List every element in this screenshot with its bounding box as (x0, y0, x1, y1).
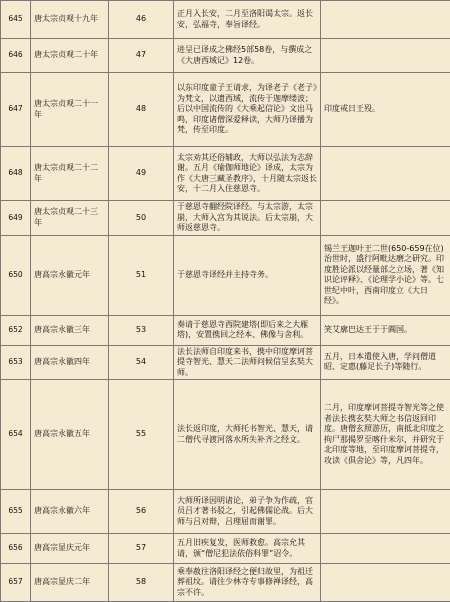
events-cell: 大师所译因明诸论，弟子争为作疏，官员吕才著书驳之，引起佛儒论战。后大师与吕对辩，吕理屈而谢罪。 (174, 490, 321, 534)
table-row (1, 235, 450, 315)
year-cell: 648 (1, 147, 31, 201)
table-row (1, 564, 450, 602)
india-events-cell: 笑艾廓巴达王于于阗国。 (321, 315, 450, 345)
india-events-cell: 印度戒日王殁。 (321, 73, 450, 147)
india-events-cell (321, 201, 450, 236)
year-cell: 645 (1, 1, 31, 39)
age-cell: 50 (109, 201, 174, 236)
reign-cell: 唐太宗贞观二十三年 (31, 201, 109, 236)
year-cell: 646 (1, 39, 31, 73)
reign-cell: 唐高宗永徽四年 (31, 345, 109, 380)
year-cell: 656 (1, 534, 31, 564)
events-cell: 奏请于慈恩寺西院建塔(即后来之大雁塔)，安置携回之经本、佛像与舍利。 (174, 315, 321, 345)
events-cell: 进呈已译成之佛经5部58卷，与撰成之《大唐西域记》12卷。 (174, 39, 321, 73)
age-cell: 51 (109, 235, 174, 315)
india-events-cell (321, 534, 450, 564)
table-row (1, 380, 450, 490)
year-cell: 647 (1, 73, 31, 147)
year-cell: 654 (1, 380, 31, 490)
year-cell: 657 (1, 564, 31, 602)
india-events-cell (321, 39, 450, 73)
age-cell: 53 (109, 315, 174, 345)
india-events-cell (321, 490, 450, 534)
india-events-cell (321, 1, 450, 39)
year-cell: 649 (1, 201, 31, 236)
table-row (1, 490, 450, 534)
india-events-cell: 锡兰王迦叶王二世(650-659在位)治世时，盛行阿毗达磨之研究。印度胜论派以经量部之立场，著《知识论评释》、《论理学小论》等。七世纪中叶，西南印度立《大日经》。 (321, 235, 450, 315)
india-events-cell: 二月，印度摩诃菩提寺智光等之使者法长携玄奘大师之书信返回印度。唐僧玄照游历，南抵北印度之拘尸那揭罗至喀什米尔，并研究于北印度等地，至印度摩诃菩提寺，攻读《俱舍论》等，凡四年。 (321, 380, 450, 490)
reign-cell: 唐高宗永徽五年 (31, 380, 109, 490)
india-events-cell: 五月，日本遣使入唐，学问僧道昭、定惠(藤足长子)等随行。 (321, 345, 450, 380)
table-row (1, 315, 450, 345)
reign-cell: 唐太宗贞观十九年 (31, 1, 109, 39)
reign-cell: 唐太宗贞观二十一年 (31, 73, 109, 147)
events-cell: 乘奉赦往洛阳译经之便归故里，为祖迁葬祖坟。请往少林寺专事修禅译经，高宗不许。 (174, 564, 321, 602)
year-cell: 653 (1, 345, 31, 380)
age-cell: 57 (109, 534, 174, 564)
table-body (1, 1, 450, 602)
age-cell: 47 (109, 39, 174, 73)
age-cell: 48 (109, 73, 174, 147)
table-row (1, 534, 450, 564)
year-cell: 650 (1, 235, 31, 315)
events-cell: 于慈恩寺翻经院译经。与太宗游，太宗崩，大师入宫为其说法。后太宗崩，大师返慈恩寺。 (174, 201, 321, 236)
events-cell: 太宗劝其还俗辅政，大师以弘法为志辞谢。五月《瑜伽师地论》译成，太宗为作《大唐三藏圣教序》，十月随太宗返长安，十二月入住慈恩寺。 (174, 147, 321, 201)
reign-cell: 唐太宗贞观二十二年 (31, 147, 109, 201)
reign-cell: 唐高宗显庆元年 (31, 534, 109, 564)
events-cell: 于慈恩寺译经并主持寺务。 (174, 235, 321, 315)
india-events-cell (321, 564, 450, 602)
reign-cell: 唐太宗贞观二十年 (31, 39, 109, 73)
reign-cell: 唐高宗永徽三年 (31, 315, 109, 345)
table-row (1, 1, 450, 39)
reign-cell: 唐高宗永徽元年 (31, 235, 109, 315)
table-row (1, 345, 450, 380)
reign-cell: 唐高宗显庆二年 (31, 564, 109, 602)
age-cell: 49 (109, 147, 174, 201)
events-cell: 正月入长安，二月至洛阳谒太宗。返长安，弘福寺，奉旨译经。 (174, 1, 321, 39)
events-cell: 法长法师自印度来书，携中印度摩诃菩提寺智光、慧天二法师问候信呈玄奘大师。 (174, 345, 321, 380)
table-row (1, 39, 450, 73)
age-cell: 46 (109, 1, 174, 39)
events-cell: 法长返印度，大师托书智光、慧天，请二僧代寻渡河落水所失补齐之经文。 (174, 380, 321, 490)
reign-cell: 唐高宗永徽六年 (31, 490, 109, 534)
india-events-cell (321, 147, 450, 201)
year-cell: 655 (1, 490, 31, 534)
table-row (1, 147, 450, 201)
age-cell: 58 (109, 564, 174, 602)
events-cell: 以东印度童子王请求，为译老子《老子》为梵文，以遗西域，流传于迦摩缕波；后以中国流传的《大乘起信论》文出马鸣，印度诸僧深爱释读，大师乃译播为梵，传至印度。 (174, 73, 321, 147)
age-cell: 56 (109, 490, 174, 534)
events-cell: 五月旧疾复发，医师救愈。高宗允其请，颁“僧尼犯法依俗科罪”诏令。 (174, 534, 321, 564)
age-cell: 55 (109, 380, 174, 490)
table-row (1, 201, 450, 236)
year-cell: 652 (1, 315, 31, 345)
age-cell: 54 (109, 345, 174, 380)
table-row (1, 73, 450, 147)
